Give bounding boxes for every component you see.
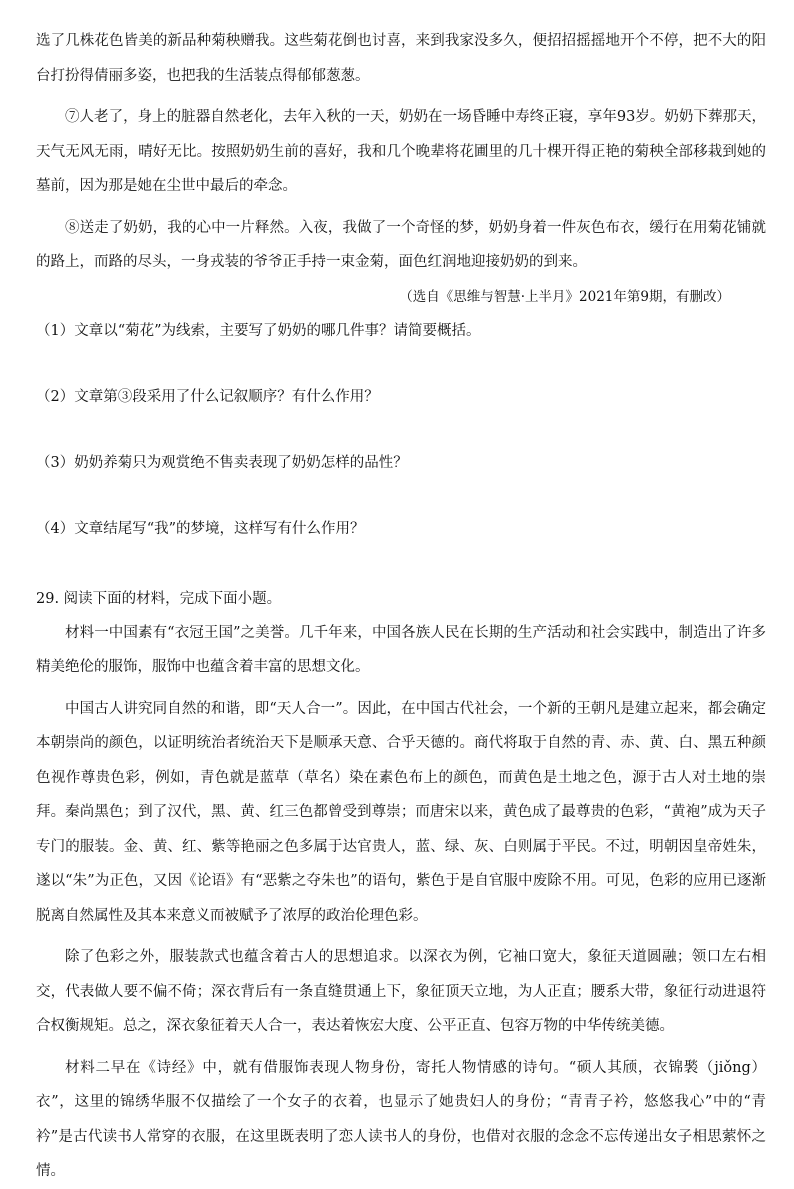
passage-paragraph-8: ⑧送走了奶奶，我的心中一片释然。入夜，我做了一个奇怪的梦，奶奶身着一件灰色布衣，缓行在用菊花铺就的路上，而路的尽头，一身戎装的爷爷正手持一束金菊，面色红润地迎接奶奶的到来。 — [36, 219, 766, 270]
spacer — [36, 204, 766, 211]
answer-space — [36, 348, 766, 380]
answer-space — [36, 480, 766, 512]
spacer — [36, 933, 766, 940]
spacer — [36, 1044, 766, 1051]
material-2-paragraph: 材料二早在《诗经》中，就有借服饰表现人物身份，寄托人物情感的诗句。“硕人其颀，衣锦褧（jiǒng）衣”，这里的锦绣华服不仅描绘了一个女子的衣着，也显示了她贵妇人的身份；“青青子衿，悠悠我心”中的“青衿”是古代读书人常穿的衣服，在这里既表明了恋人读书人的身份，也借对衣服的念念不忘传递出女子相思萦怀之情。 — [36, 1059, 766, 1179]
passage-paragraph-7: ⑦人老了，身上的脏器自然老化，去年入秋的一天，奶奶在一场昏睡中寿终正寝，享年93岁。奶奶下葬那天，天气无风无雨，晴好无比。按照奶奶生前的喜好，我和几个晚辈将花圃里的几十棵开得正艳的菊秧全部移栽到她的墓前，因为那是她在尘世中最后的牵念。 — [36, 109, 766, 194]
material-1-paragraph-1: 材料一中国素有“衣冠王国”之美誉。几千年来，中国各族人民在长期的生产活动和社会实践中，制造出了许多精美绝伦的服饰，服饰中也蕴含着丰富的思想文化。 — [36, 624, 766, 675]
question-2: （2）文章第③段采用了什么记叙顺序？有什么作用？ — [36, 388, 379, 405]
spacer — [36, 93, 766, 100]
passage-source: （选自《思维与智慧·上半月》2021年第9期，有删改） — [399, 288, 730, 305]
question-4: （4）文章结尾写“我”的梦境，这样写有什么作用？ — [36, 520, 365, 537]
material-1-paragraph-2: 中国古人讲究同自然的和谐，即“天人合一”。因此，在中国古代社会，一个新的王朝凡是建立起来，都会确定本朝崇尚的颜色，以证明统治者统治天下是顺承天意、合乎天德的。商代将取于自然的青、赤、黄、白、黑五种颜色视作尊贵色彩，例如，青色就是蓝草（草名）染在素色布上的颜色，而黄色是土地之色，源于古人对土地的崇拜。秦尚黑色；到了汉代，黑、黄、红三色都曾受到尊崇；而唐宋以来，黄色成了最尊贵的色彩，“黄袍”成为天子专门的服装。金、黄、红、紫等艳丽之色多属于达官贵人，蓝、绿、灰、白则属于平民。不过，明朝因皇帝姓朱，遂以“朱”为正色，又因《论语》有“恶紫之夺朱也”的语句，紫色于是自官服中废除不用。可见，色彩的应用已逐渐脱离自然属性及其本来意义而被赋予了浓厚的政治伦理色彩。 — [36, 700, 766, 924]
spacer — [36, 685, 766, 692]
question-29-heading: 29. 阅读下面的材料，完成下面小题。 — [36, 590, 282, 607]
exam-page — [36, 0, 766, 1189]
passage-paragraph-continued: 选了几株花色皆美的新品种菊秧赠我。这些菊花倒也讨喜，来到我家没多久，便招招摇摇地开个不停，把不大的阳台打扮得倩丽多姿，也把我的生活装点得郁郁葱葱。 — [36, 33, 766, 84]
answer-space — [36, 414, 766, 446]
material-1-paragraph-3: 除了色彩之外，服装款式也蕴含着古人的思想追求。以深衣为例，它袖口宽大，象征天道圆融；领口左右相交，代表做人要不偏不倚；深衣背后有一条直缝贯通上下，象征顶天立地，为人正直；腰系大带，象征行动进退符合权衡规矩。总之，深衣象征着天人合一，表达着恢宏大度、公平正直、包容万物的中华传统美德。 — [36, 949, 766, 1034]
question-3: （3）奶奶养菊只为观赏绝不售卖表现了奶奶怎样的品性？ — [36, 454, 408, 471]
answer-space — [36, 546, 766, 578]
question-1: （1）文章以“菊花”为线索，主要写了奶奶的哪几件事？请简要概括。 — [36, 322, 481, 339]
